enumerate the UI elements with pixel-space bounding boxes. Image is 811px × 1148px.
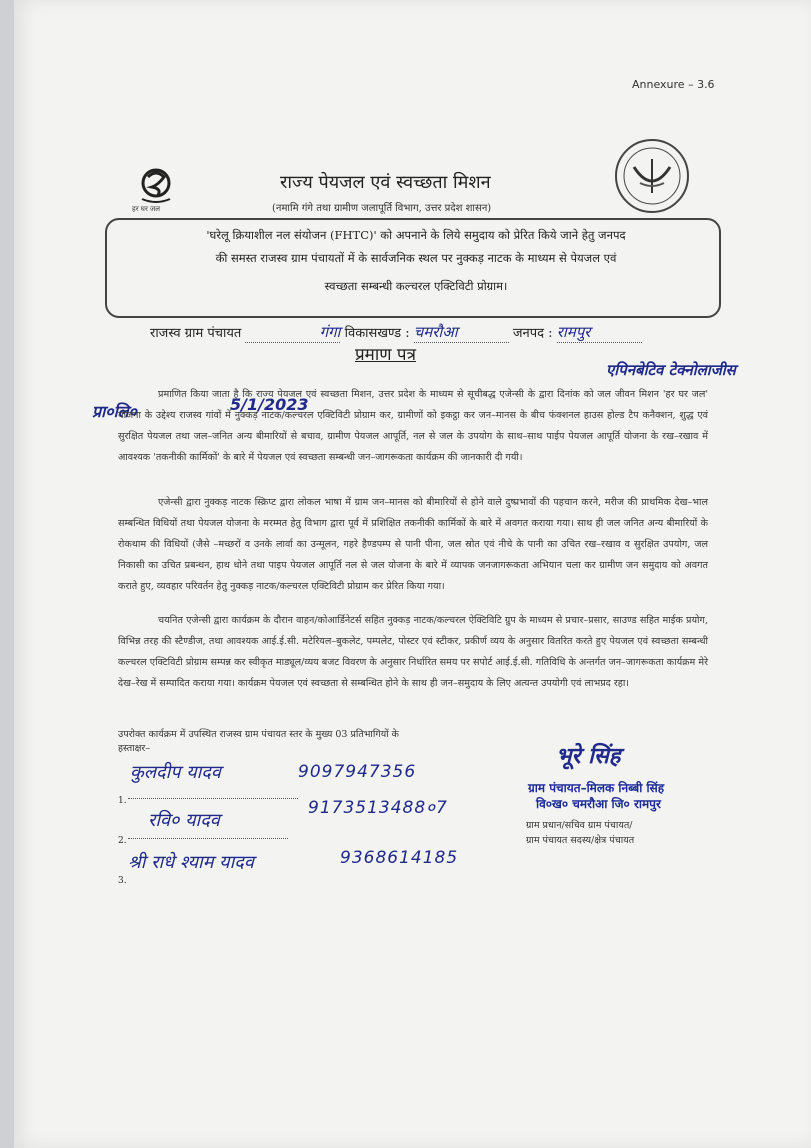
banner-line-3: स्वच्छता सम्बन्धी कल्चरल एक्टिविटी प्रोग्राम। (324, 279, 508, 293)
up-government-seal (612, 137, 692, 215)
designation-line-1: ग्राम प्रधान/सचिव ग्राम पंचायत/ (526, 820, 633, 831)
mission-title: राज्य पेयजल एवं स्वच्छता मिशन (280, 172, 491, 193)
signatory-designation (526, 818, 634, 848)
mission-subtitle: (नमामि गंगे तथा ग्रामीण जलापूर्ति विभाग, उत्तर प्रदेश शासन) (272, 203, 492, 214)
certificate-title: प्रमाण पत्र (355, 345, 416, 365)
participant-name: रवि० यादव (148, 810, 220, 831)
participant-3 (118, 868, 127, 887)
participant-number: 2. (118, 836, 127, 846)
signature-intro-label: हस्ताक्षर– (118, 743, 151, 754)
gp-value: गंगा (319, 323, 341, 341)
banner-line-2: की समस्त राजस्व ग्राम पंचायतों में के सार्वजनिक स्थल पर नुक्कड़ नाटक के माध्यम से पेयजल एवं (215, 251, 617, 265)
stamp-line-1: ग्राम पंचायत–मिलक निब्बी सिंह (528, 781, 665, 795)
annexure-label: Annexure – 3.6 (632, 78, 715, 91)
gram-panchayat-stamp (528, 758, 664, 812)
participant-phone: 9368614185 (340, 848, 459, 868)
designation-line-2: ग्राम पंचायत सदस्य/क्षेत्र पंचायत (526, 835, 635, 846)
block-label: विकासखण्ड : (344, 326, 410, 341)
participant-number: 1. (118, 796, 127, 806)
banner-line-1: 'घरेलू क्रियाशील नल संयोजन (FHTC)' को अपनाने के लिये समुदाय को प्रेरित किये जाने हेतु जनपद (206, 228, 626, 242)
pradhan-signature: भूरे सिंह (556, 744, 621, 769)
gp-label: राजस्व ग्राम पंचायत (150, 326, 242, 341)
district-label: जनपद : (512, 326, 553, 341)
agency-suffix-handwritten: प्रा०लि० (92, 402, 137, 421)
participant-name: कुलदीप यादव (130, 762, 221, 783)
paragraph-3: चयनित एजेन्सी द्वारा कार्यक्रम के दौरान वाहन/कोआर्डिनेटर्स सहित नुक्कड़ नाटक/कल्चरल ऐक्टिविटि ग्रुप के माध्यम से प्रचार–प्रसार, साउण्ड सहित माईक प्रयोग, विभिन्न तरह की स्टैण्डीज, तथा आवश्यक आई.ई.सी. मटेरियल–बुकलेट, पम्पलेट, पोस्टर एवं स्टीकर, प्रकीर्ण व्यय के अनुसार वितरित करते हुए पेयजल एवं स्वच्छता सम्बन्धी कल्चरल एक्टिविटी प्रोग्राम सम्पन्न कर स्वीकृत माड्यूल/व्यय बजट विवरण के अनुसार निर्धारित समय पर सपोर्ट आई.ई.सी. गतिविधि के अन्तर्गत जन–जागरूकता कार्यक्रम मेरे देख–रेख में सम्पादित कराया गया। कार्यक्रम पेयजल एवं स्वच्छता से सम्बन्धित होने के साथ ही जन–समुदाय के लिए अत्यन्त उपयोगी एवं लाभप्रद रहा। (118, 615, 708, 689)
stamp-line-2: वि०ख० चमरौआ जि० रामपुर (536, 797, 661, 811)
agency-name-handwritten: एपिनबेटिव टेक्नोलाजीस (606, 361, 736, 379)
har-ghar-jal-logo (118, 165, 208, 225)
date-handwritten: 5/1/2023 (230, 395, 309, 414)
participant-number: 3. (118, 876, 127, 886)
participant-phone: 9173513488०7 (308, 798, 448, 818)
district-value: रामपुर (556, 323, 591, 341)
paragraph-1: प्रमाणित किया जाता है कि राज्य पेयजल एवं स्वच्छता मिशन, उत्तर प्रदेश के माध्यम से सूचीबद्ध एजेन्सी के द्वारा दिनांक को जल जीवन मिशन 'हर घर जल' योजना के उद्देश्य राजस्व गांवों में नुक्कड़ नाटक/कल्चरल एक्टिविटी प्रोग्राम कर, ग्रामीणों को इकट्ठा कर जन–मानस के बीच फंक्शनल हाउस होल्ड टैप कनैक्शन, शुद्ध एवं सुरक्षित पेयजल तथा जल–जनित अन्य बीमारियों से बचाव, ग्रामीण पेयजल आपूर्ति, नल से जल के उपयोग के साथ–साथ पाईप पेयजल आपूर्ति योजना के रख–रखाव में आवश्यक 'तकनीकी कार्मिकों' के बारे में पेयजल एवं स्वच्छता सम्बन्धी जन–जागरूकता कार्यक्रम की जानकारी दी गयी। (118, 389, 708, 463)
logo-caption: हर घर जल (132, 205, 160, 213)
location-row (150, 322, 642, 343)
participant-2 (118, 828, 127, 847)
participant-phone: 9097947356 (298, 762, 417, 782)
paragraph-2: एजेन्सी द्वारा नुक्कड़ नाटक स्क्रिप्ट द्वारा लोकल भाषा में ग्राम जन–मानस को बीमारियों से होने वाले दुष्प्रभावों की पहचान करने, मरीज की प्राथमिक देख–भाल सम्बन्धित विधियों तथा पेयजल योजना के मरम्मत हेतु विभाग द्वारा पूर्व में प्रशिक्षित तकनीकी कार्मिकों के बारे में अवगत कराया गया। साथ ही जल जनित अन्य बीमारियों के रोकथाम की विधियों (जैसे –मच्छरों व उनके लार्वा का उन्मूलन, गहरे हैण्डपम्प से पानी पीना, जल स्रोत एवं नीचे के पानी का उचित रख–रखाव व सुरक्षित उपयोग, जल निकासी का उचित प्रबन्धन, हाथ धोने तथा पाइप पेयजल आपूर्ति नल से जल योजना के बारे में व्यापक जनजागरूकता अभियान चला कर ग्रामीण जन समुदाय को अवगत कराते हुए, व्यवहार परिवर्तन हेतु नुक्कड़ नाटक/कल्चरल एक्टिविटी प्रोग्राम कर प्रेरित किया गया। (118, 497, 708, 592)
signature-intro-line: उपरोक्त कार्यक्रम में उपस्थित राजस्व ग्राम पंचायत स्तर के मुख्य 03 प्रतिभागियों के (118, 729, 399, 740)
participant-list (118, 760, 498, 890)
participant-1 (118, 788, 127, 807)
participant-name: श्री राधे श्याम यादव (128, 852, 254, 873)
signature-intro (118, 728, 399, 756)
block-value: चमरौआ (413, 323, 458, 341)
program-banner (105, 218, 721, 318)
